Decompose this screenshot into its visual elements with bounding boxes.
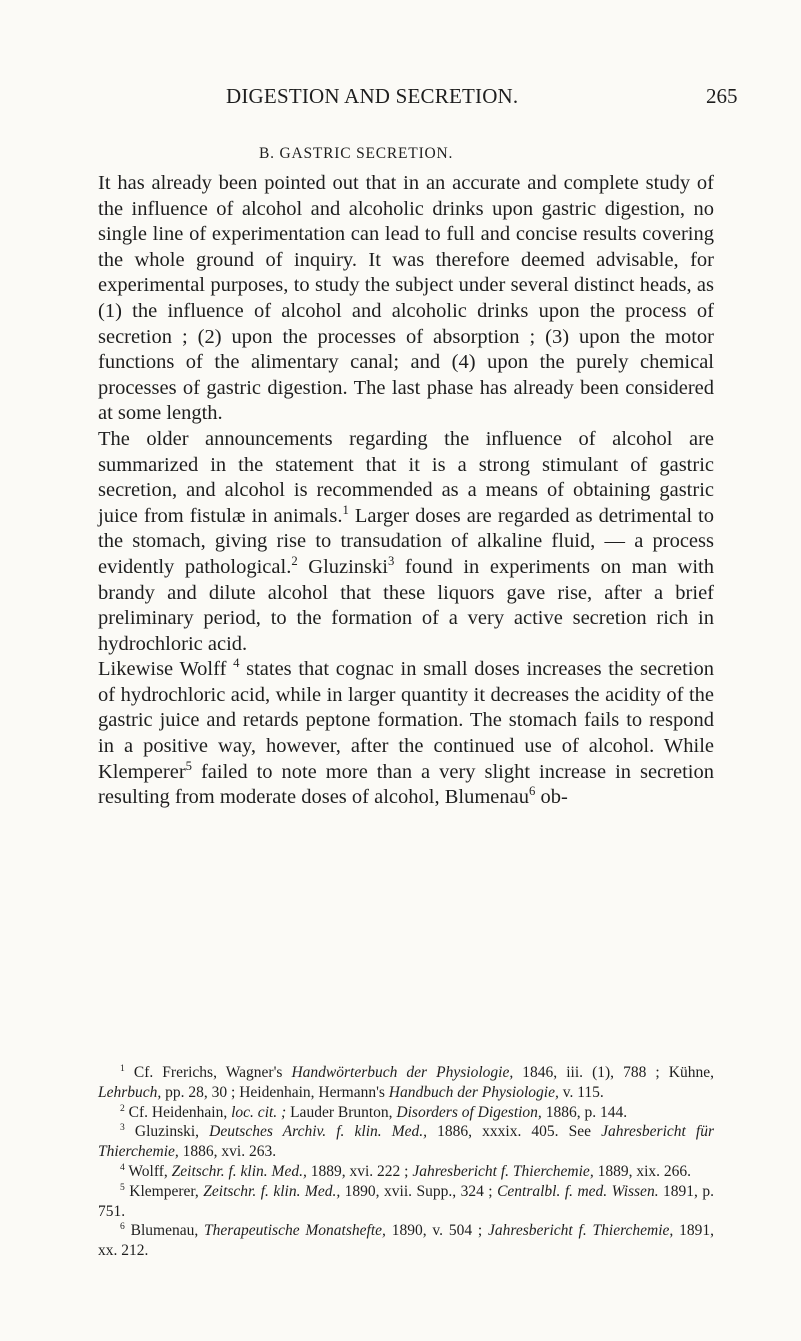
text-run: It has already been pointed out that in an accurate and complete study of the influence of alcohol and alcoholic drinks upon gastric digestion, no single line of experimentation can lead to full and concise results covering the whole ground of inquiry. It was therefore deemed advisable, for experimental purposes, to study the subject under several distinct heads, as (1) the influence of alcohol and alcoholic drinks upon the process of secretion ; (2) upon the processes of absorption ; (3) upon the motor functions of the alimentary canal; and (4) upon the purely chemical processes of gastric digestion. The last phase has already been considered at some length.: [98, 172, 714, 425]
italic-title: Handwörterbuch der Physiologie,: [291, 1064, 514, 1081]
text-run: 1886, xvi. 263.: [178, 1143, 277, 1161]
footnote: [98, 1103, 714, 1123]
footnote: [98, 1162, 714, 1182]
footnote-marker: 6: [528, 784, 536, 799]
paragraph: [98, 171, 714, 427]
italic-title: Jahresbericht f. Thierchemie,: [412, 1162, 594, 1180]
footnote-marker: 5: [120, 1181, 125, 1193]
text-run: 1889, xix. 266.: [593, 1162, 692, 1180]
text-run: Cf. Frerichs, Wagner's: [124, 1064, 292, 1081]
text-run: 1886, p. 144.: [541, 1103, 628, 1121]
text-run: Klemperer,: [124, 1182, 204, 1200]
text-run: Gluzinski,: [124, 1123, 210, 1141]
footnote-marker: 1: [342, 502, 349, 517]
italic-title: Handbuch der Physiologie,: [388, 1083, 559, 1101]
paragraph: [98, 657, 714, 811]
footnote-marker: 5: [185, 758, 193, 773]
text-run: Lauder Brunton,: [286, 1103, 397, 1121]
italic-title: Lehrbuch,: [98, 1083, 162, 1101]
footnote-marker: 3: [120, 1122, 125, 1134]
text-run: Gluzinski: [297, 555, 388, 578]
section-heading: B. GASTRIC SECRETION.: [259, 145, 454, 162]
footnote-marker: 3: [387, 554, 395, 569]
text-run: Wolff,: [124, 1162, 172, 1180]
footnotes: [98, 1063, 714, 1261]
footnote-marker: 1: [120, 1062, 125, 1074]
text-run: v. 115.: [558, 1083, 604, 1101]
italic-title: Centralbl. f. med. Wissen.: [497, 1182, 659, 1200]
text-run: ob-: [535, 786, 568, 809]
text-run: Larger doses are regarded as detrimental to the stomach, giving rise to transudation of alkaline fluid, — a process evidently pathological.: [98, 504, 714, 578]
text-run: 1891, p. 751.: [98, 1182, 715, 1220]
text-run: Blumenau,: [124, 1222, 205, 1240]
italic-title: Disorders of Digestion,: [396, 1103, 542, 1121]
text-run: 1886, xxxix. 405. See: [427, 1123, 602, 1141]
italic-title: Zeitschr. f. klin. Med.,: [203, 1182, 341, 1200]
footnote-marker: 2: [291, 554, 298, 569]
text-run: failed to note more than a very slight increase in secretion resulting from moderate doses of alcohol, Blumenau: [98, 760, 714, 809]
italic-title: Jahresbericht für Thierchemie,: [98, 1123, 715, 1161]
page-number: 265: [706, 84, 738, 108]
footnote-marker: 4: [233, 656, 240, 671]
text-run: 1890, xvii. Supp., 324 ;: [340, 1182, 498, 1200]
paragraph: [98, 427, 714, 657]
italic-title: Jahresbericht f. Thierchemie,: [488, 1222, 674, 1240]
italic-title: Deutsches Archiv. f. klin. Med.,: [209, 1123, 428, 1141]
text-run: 1846, iii. (1), 788 ; Kühne,: [513, 1064, 714, 1081]
text-run: Likewise Wolff: [98, 658, 234, 681]
text-run: 1889, xvi. 222 ;: [306, 1162, 413, 1180]
text-run: 1891, xx. 212.: [98, 1222, 714, 1260]
text-run: 1890, v. 504 ;: [385, 1222, 489, 1240]
text-run: found in experiments on man with brandy and dilute alcohol that these liquors gave rise, after a brief preliminary period, to the formation of a very active secretion rich in hydrochloric acid.: [98, 555, 715, 655]
footnote-marker: 4: [120, 1161, 125, 1173]
italic-title: loc. cit. ;: [231, 1103, 287, 1121]
footnote-marker: 6: [120, 1221, 125, 1233]
text-run: Cf. Heidenhain,: [124, 1103, 232, 1121]
footnote-marker: 2: [120, 1102, 125, 1114]
footnote: [98, 1063, 714, 1103]
footnote: [98, 1221, 714, 1261]
running-title: DIGESTION AND SECRETION.: [226, 84, 519, 108]
text-run: The older announcements regarding the influence of alcohol are summarized in the statement that it is a strong stimulant of gastric secretion, and alcohol is recommended as a means of obtaining gastric juice from fistulæ in animals.: [98, 427, 714, 527]
text-run: pp. 28, 30 ; Heidenhain, Hermann's: [161, 1083, 389, 1101]
body-text: [98, 171, 714, 811]
text-run: states that cognac in small doses increases the secretion of hydrochloric acid, while in larger quantity it decreases the acidity of the gastric juice and retards peptone formation. The stomach fails to respond in a positive way, however, after the continued use of alcohol. While Klemperer: [98, 658, 714, 783]
footnote: [98, 1182, 714, 1222]
footnote: [98, 1122, 714, 1162]
italic-title: Therapeutische Monatshefte,: [204, 1222, 386, 1240]
italic-title: Zeitschr. f. klin. Med.,: [171, 1162, 307, 1180]
